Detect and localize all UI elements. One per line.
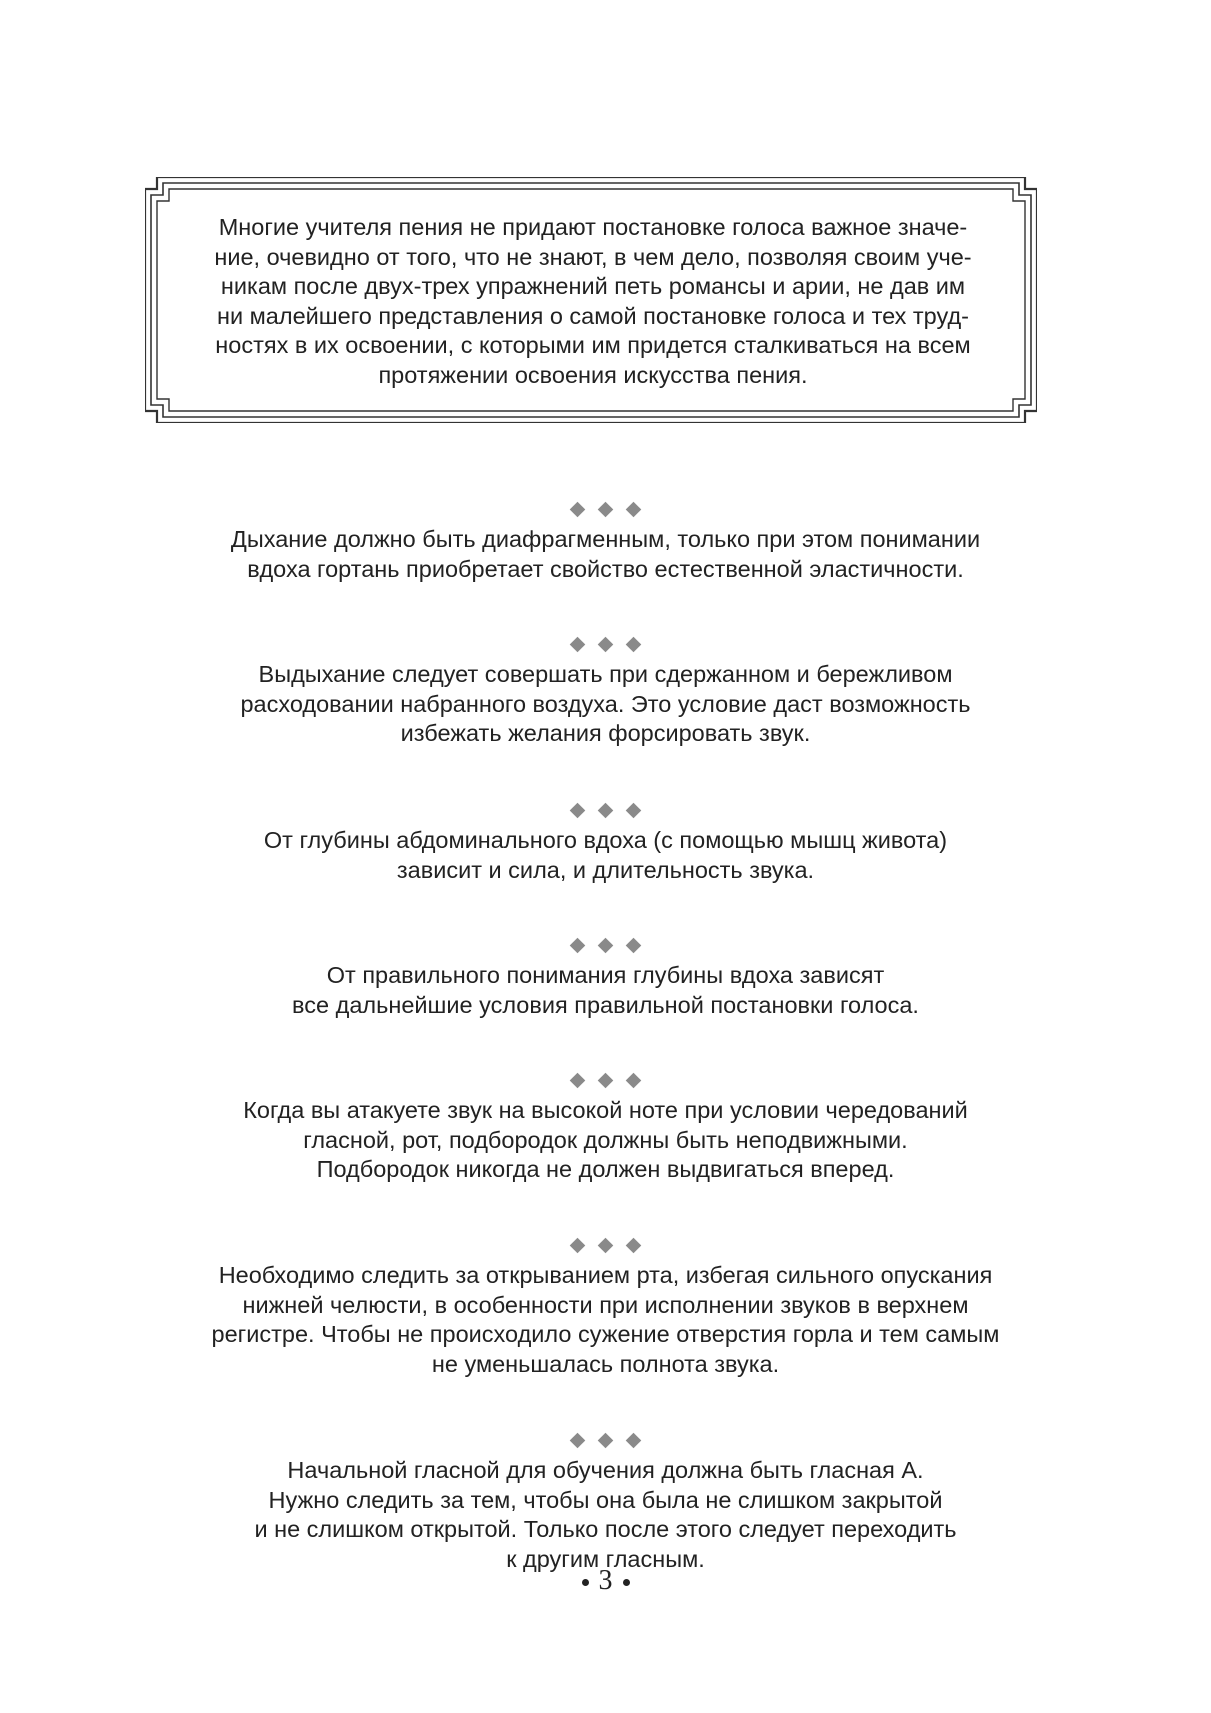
dot-icon	[582, 1579, 589, 1586]
diamond-icon	[598, 636, 614, 652]
intro-line: никам после двух-трех упражнений петь романсы и арии, не дав им	[220, 273, 966, 299]
intro-line: Многие учителя пения не придают постановке голоса важное значе-	[218, 214, 968, 240]
section-paragraph	[150, 961, 1061, 1020]
diamond-icon	[626, 1072, 642, 1088]
section-3	[150, 802, 1061, 885]
paragraph-line: к другим гласным.	[506, 1545, 705, 1572]
diamond-icon	[626, 636, 642, 652]
paragraph-line: все дальнейшие условия правильной постановки голоса.	[292, 991, 919, 1018]
diamond-icon	[598, 937, 614, 953]
section-divider	[150, 1432, 1061, 1448]
intro-line: ностях в их освоении, с которыми им придется сталкиваться на всем	[215, 332, 971, 358]
section-divider	[150, 636, 1061, 652]
paragraph-line: Когда вы атакуете звук на высокой ноте при условии чередований	[243, 1097, 968, 1123]
section-paragraph	[150, 525, 1061, 584]
paragraph-line: избежать желания форсировать звук.	[400, 720, 811, 746]
section-paragraph	[150, 1456, 1061, 1574]
paragraph-line: нижней челюсти, в особенности при исполнении звуков в верхнем	[242, 1291, 969, 1318]
paragraph-line: Необходимо следить за открыванием рта, избегая сильного опускания	[218, 1262, 993, 1288]
diamond-icon	[570, 802, 586, 818]
diamond-icon	[598, 501, 614, 517]
section-7	[150, 1432, 1061, 1574]
intro-frame	[145, 177, 1037, 423]
section-5	[150, 1072, 1061, 1185]
page-number	[0, 1565, 1211, 1597]
section-4	[150, 937, 1061, 1020]
section-paragraph	[150, 1096, 1061, 1185]
section-divider	[150, 937, 1061, 953]
diamond-icon	[570, 1432, 586, 1448]
diamond-icon	[598, 802, 614, 818]
paragraph-line: вдоха гортань приобретает свойство естественной эластичности.	[247, 555, 964, 582]
section-divider	[150, 1237, 1061, 1253]
diamond-icon	[570, 937, 586, 953]
page-number-value: 3	[598, 1565, 613, 1596]
paragraph-line: и не слишком открытой. Только после этого следует переходить	[254, 1516, 957, 1542]
diamond-icon	[570, 1237, 586, 1253]
section-paragraph	[150, 1261, 1061, 1379]
paragraph-line: Подбородок никогда не должен выдвигаться вперед.	[316, 1156, 895, 1182]
dot-icon	[623, 1579, 630, 1586]
paragraph-line: гласной, рот, подбородок должны быть неподвижными.	[303, 1126, 908, 1153]
paragraph-line: От глубины абдоминального вдоха (с помощью мышц живота)	[263, 827, 948, 853]
section-6	[150, 1237, 1061, 1379]
intro-line: протяжении освоения искусства пения.	[378, 361, 808, 388]
intro-paragraph	[187, 213, 999, 390]
diamond-icon	[626, 501, 642, 517]
paragraph-line: не уменьшалась полнота звука.	[431, 1350, 780, 1377]
diamond-icon	[570, 501, 586, 517]
section-divider	[150, 802, 1061, 818]
paragraph-line: Выдыхание следует совершать при сдержанном и бережливом	[258, 661, 953, 687]
diamond-icon	[598, 1072, 614, 1088]
paragraph-line: Начальной гласной для обучения должна быть гласная А.	[287, 1457, 924, 1483]
diamond-icon	[570, 1072, 586, 1088]
diamond-icon	[626, 1432, 642, 1448]
diamond-icon	[626, 937, 642, 953]
section-2	[150, 636, 1061, 749]
paragraph-line: Нужно следить за тем, чтобы она была не слишком закрытой	[268, 1486, 943, 1513]
paragraph-line: Дыхание должно быть диафрагменным, только при этом понимании	[230, 526, 981, 552]
section-divider	[150, 1072, 1061, 1088]
section-1	[150, 501, 1061, 584]
diamond-icon	[570, 636, 586, 652]
intro-line: ние, очевидно от того, что не знают, в чем дело, позволяя своим уче-	[214, 243, 972, 270]
paragraph-line: зависит и сила, и длительность звука.	[396, 856, 815, 883]
diamond-icon	[598, 1432, 614, 1448]
diamond-icon	[598, 1237, 614, 1253]
section-divider	[150, 501, 1061, 517]
diamond-icon	[626, 802, 642, 818]
section-paragraph	[150, 826, 1061, 885]
paragraph-line: расходовании набранного воздуха. Это условие даст возможность	[240, 690, 971, 717]
diamond-icon	[626, 1237, 642, 1253]
intro-line: ни малейшего представления о самой постановке голоса и тех труд-	[217, 302, 969, 329]
section-paragraph	[150, 660, 1061, 749]
paragraph-line: регистре. Чтобы не происходило сужение отверстия горла и тем самым	[211, 1321, 1000, 1347]
paragraph-line: От правильного понимания глубины вдоха зависят	[326, 962, 885, 988]
